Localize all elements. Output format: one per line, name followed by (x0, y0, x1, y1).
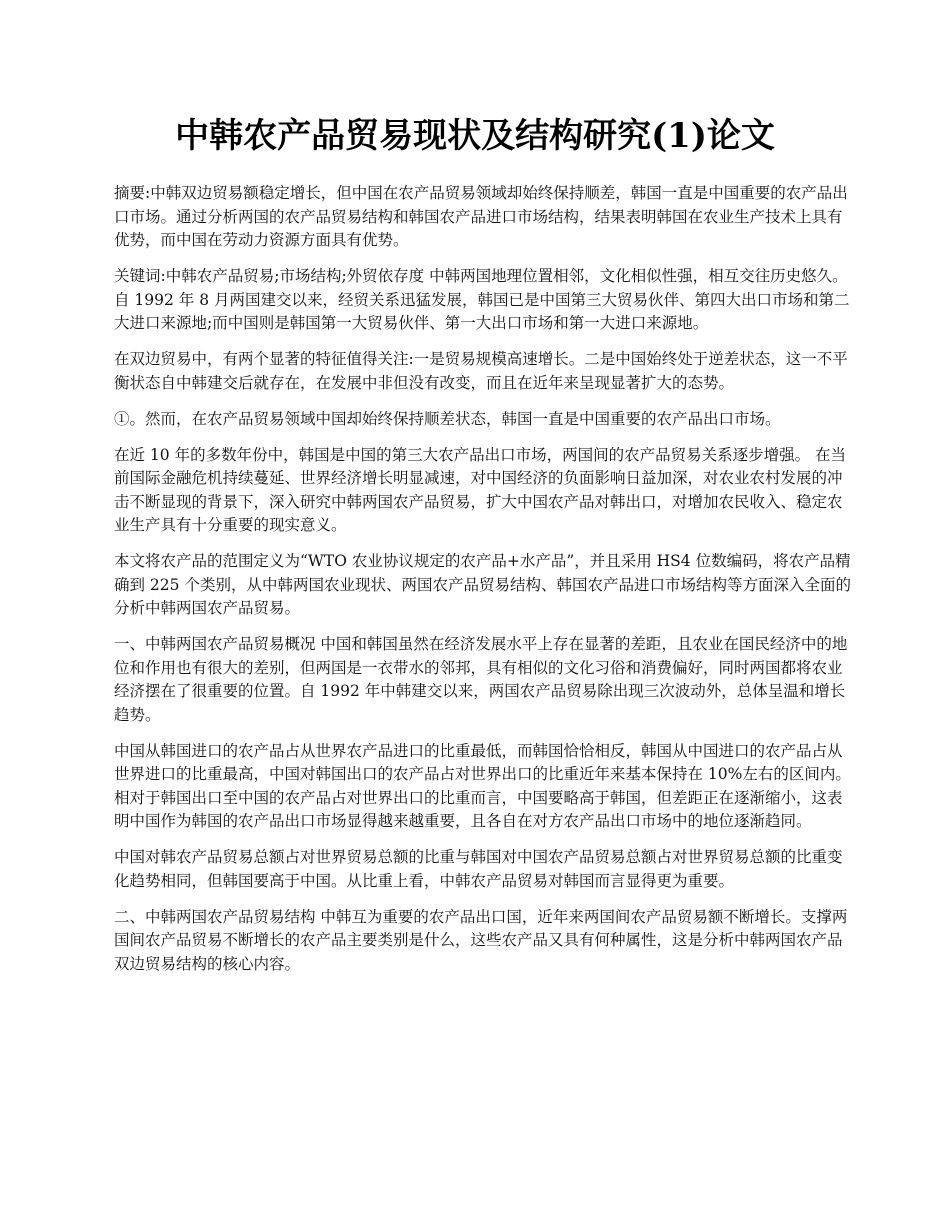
paragraph: 本文将农产品的范围定义为“WTO 农业协议规定的农产品+水产品”，并且采用 HS4 位数编码，将农产品精确到 225 个类别，从中韩两国农业现状、两国农产品贸易结构、韩国农产品进口市场结构等方面深入全面的分析中韩两国农产品贸易。 (114, 552, 851, 617)
document-body (114, 182, 854, 989)
paragraph: 中国对韩农产品贸易总额占对世界贸易总额的比重与韩国对中国农产品贸易总额占对世界贸易总额的比重变化趋势相同，但韩国要高于中国。从比重上看，中韩农产品贸易对韩国而言显得更为重要。 (114, 848, 843, 890)
paragraph: 中国从韩国进口的农产品占从世界农产品进口的比重最低，而韩国恰恰相反，韩国从中国进口的农产品占从世界进口的比重最高，中国对韩国出口的农产品占对世界出口的比重近年来基本保持在 10%左右的区间内。相对于韩国出口至中国的农产品占对世界出口的比重而言，中国要略高于韩国，但差距正在逐渐缩小，这表明中国作为韩国的农产品出口市场显得越来越重要，且各自在对方农产品出口市场中的地位逐渐趋同。 (114, 741, 851, 830)
paragraph-abstract: 摘要:中韩双边贸易额稳定增长，但中国在农产品贸易领域却始终保持顺差，韩国一直是中国重要的农产品出口市场。通过分析两国的农产品贸易结构和韩国农产品进口市场结构，结果表明韩国在农业生产技术上具有优势，而中国在劳动力资源方面具有优势。 (114, 184, 848, 249)
paragraph-keywords: 关键词:中韩农产品贸易;市场结构;外贸依存度 中韩两国地理位置相邻，文化相似性强，相互交往历史悠久。自 1992 年 8 月两国建交以来，经贸关系迅猛发展，韩国已是中国第三大贸易伙伴、第四大出口市场和第二大进口来源地;而中国则是韩国第一大贸易伙伴、第一大出口市场和第一大进口来源地。 (114, 267, 850, 332)
paragraph-section-1: 一、中韩两国农产品贸易概况 中国和韩国虽然在经济发展水平上存在显著的差距，且农业在国民经济中的地位和作用也有很大的差别，但两国是一衣带水的邻邦，具有相似的文化习俗和消费偏好，同时两国都将农业经济摆在了很重要的位置。自 1992 年中韩建交以来，两国农产品贸易除出现三次波动外，总体呈温和增长趋势。 (114, 635, 848, 724)
paragraph-section-2: 二、中韩两国农产品贸易结构 中韩互为重要的农产品出口国，近年来两国间农产品贸易额不断增长。支撑两国间农产品贸易不断增长的农产品主要类别是什么，这些农产品又具有何种属性，这是分析中韩两国农产品双边贸易结构的核心内容。 (114, 907, 848, 973)
document-title: 中韩农产品贸易现状及结构研究(1)论文 (175, 116, 775, 156)
paragraph: 在双边贸易中，有两个显著的特征值得关注:一是贸易规模高速增长。二是中国始终处于逆差状态，这一不平衡状态自中韩建交后就存在，在发展中非但没有改变，而且在近年来呈现显著扩大的态势。 (114, 350, 848, 392)
paragraph: ①。然而，在农产品贸易领域中国却始终保持顺差状态，韩国一直是中国重要的农产品出口市场。 (114, 409, 781, 428)
paragraph: 在近 10 年的多数年份中，韩国是中国的第三大农产品出口市场，两国间的农产品贸易关系逐步增强。 在当前国际金融危机持续蔓延、世界经济增长明显减速，对中国经济的负面影响日益加深，对农业农村发展的冲击不断显现的背景下，深入研究中韩两国农产品贸易，扩大中国农产品对韩出口，对增加农民收入、稳定农业生产具有十分重要的现实意义。 (114, 445, 847, 534)
